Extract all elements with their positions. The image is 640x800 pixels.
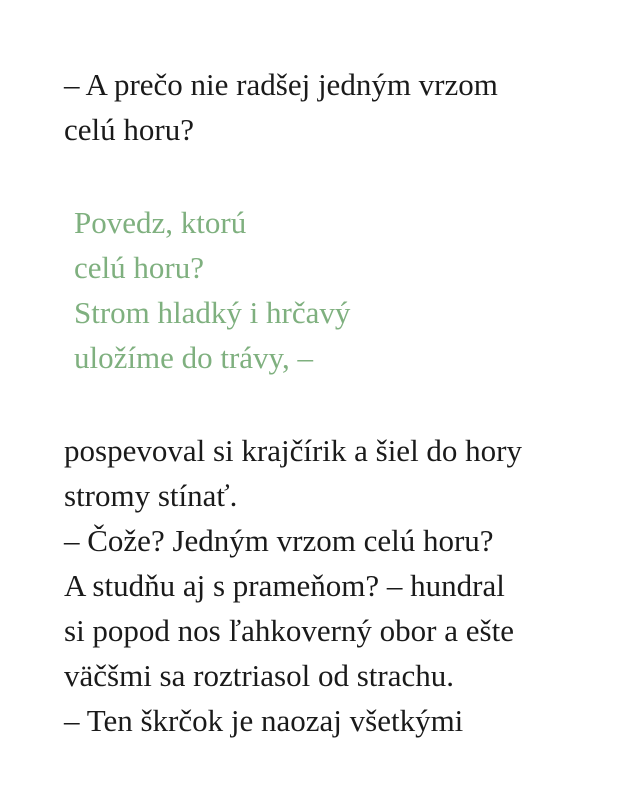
verse-block xyxy=(74,200,350,380)
text-line: si popod nos ľahkoverný obor a ešte xyxy=(64,613,514,648)
text-line: celú horu? xyxy=(64,112,194,147)
verse-line: Strom hladký i hrčavý xyxy=(74,295,351,330)
narrative-paragraph-2 xyxy=(64,428,624,743)
text-line: pospevoval si krajčírik a šiel do hory xyxy=(64,433,523,468)
text-line: – Čože? Jedným vrzom celú horu? xyxy=(64,523,494,558)
verse-line: uložíme do trávy, – xyxy=(74,340,314,375)
verse-line: Povedz, ktorú xyxy=(74,205,247,240)
text-line: – Ten škrčok je naozaj všetkými xyxy=(64,703,464,738)
text-line: väčšmi sa roztriasol od strachu. xyxy=(64,658,454,693)
dialogue-paragraph-1 xyxy=(64,62,624,152)
text-line: stromy stínať. xyxy=(64,478,238,513)
verse-line: celú horu? xyxy=(74,250,204,285)
text-line: A studňu aj s prameňom? – hundral xyxy=(64,568,505,603)
text-line: – A prečo nie radšej jedným vrzom xyxy=(64,67,498,102)
